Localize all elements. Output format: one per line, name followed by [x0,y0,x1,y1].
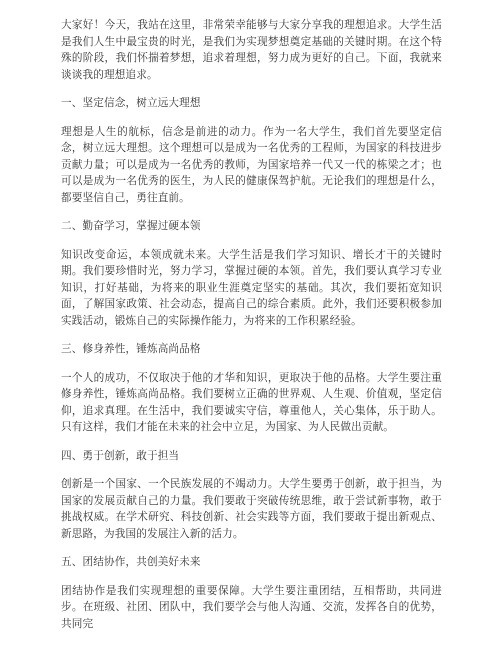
document-page [61,17,442,644]
section-heading-4: 四、勇于创新，敢于担当 [61,449,180,462]
intro-paragraph: 大家好！今天，我站在这里，非常荣幸能够与大家分享我的理想追求。大学生活是我们人生中最宝贵的时光，是我们为实现梦想奠定基础的关键时期。在这个特殊的阶段，我们怀揣着梦想，追求着理想，努力成为更好的自己。下面，我就来谈谈我的理想追求。 [61,19,442,81]
section-heading-3: 三、修身养性，锤炼高尚品格 [61,343,201,355]
section-heading-2: 二、勤奋学习，掌握过硬本领 [61,220,201,232]
section-body-1: 理想是人生的航标，信念是前进的动力。作为一名大学生，我们首先要坚定信念，树立远大理想。这个理想可以是成为一名优秀的工程师，为国家的科技进步贡献力量；可以是成为一名优秀的教师，为国家培养一代又一代的栋梁之才；也可以是成为一名优秀的医生，为人民的健康保驾护航。无论我们的理想是什么，都要坚信自己，勇往直前。 [61,125,442,204]
section-body-2: 知识改变命运，本领成就未来。大学生活是我们学习知识、增长才干的关键时期。我们要珍惜时光，努力学习，掌握过硬的本领。首先，我们要认真学习专业知识，打好基础，为将来的职业生涯奠定坚实的基础。其次，我们要拓宽知识面，了解国家政策、社会动态，提高自己的综合素质。此外，我们还要积极参加实践活动，锻炼自己的实际操作能力，为将来的工作积累经验。 [61,248,442,327]
section-heading-5: 五、团结协作，共创美好未来 [61,556,201,568]
section-body-5: 团结协作是我们实现理想的重要保障。大学生要注重团结，互相帮助，共同进步。在班级、社团、团队中，我们要学会与他人沟通、交流，发挥各自的优势，共同完 [61,584,442,630]
section-heading-1: 一、坚定信念，树立远大理想 [61,97,201,109]
section-body-4: 创新是一个国家、一个民族发展的不竭动力。大学生要勇于创新，敢于担当，为国家的发展贡献自己的力量。我们要敢于突破传统思维，敢于尝试新事物，敢于挑战权威。在学术研究、科技创新、社会实践等方面，我们要敢于提出新观点、新思路，为我国的发展注入新的活力。 [61,478,442,540]
section-body-3: 一个人的成功，不仅取决于他的才华和知识，更取决于他的品格。大学生要注重修身养性，锤炼高尚品格。我们要树立正确的世界观、人生观、价值观，坚定信仰，追求真理。在生活中，我们要诚实守信，尊重他人，关心集体，乐于助人。只有这样，我们才能在未来的社会中立足，为国家、为人民做出贡献。 [61,371,442,433]
